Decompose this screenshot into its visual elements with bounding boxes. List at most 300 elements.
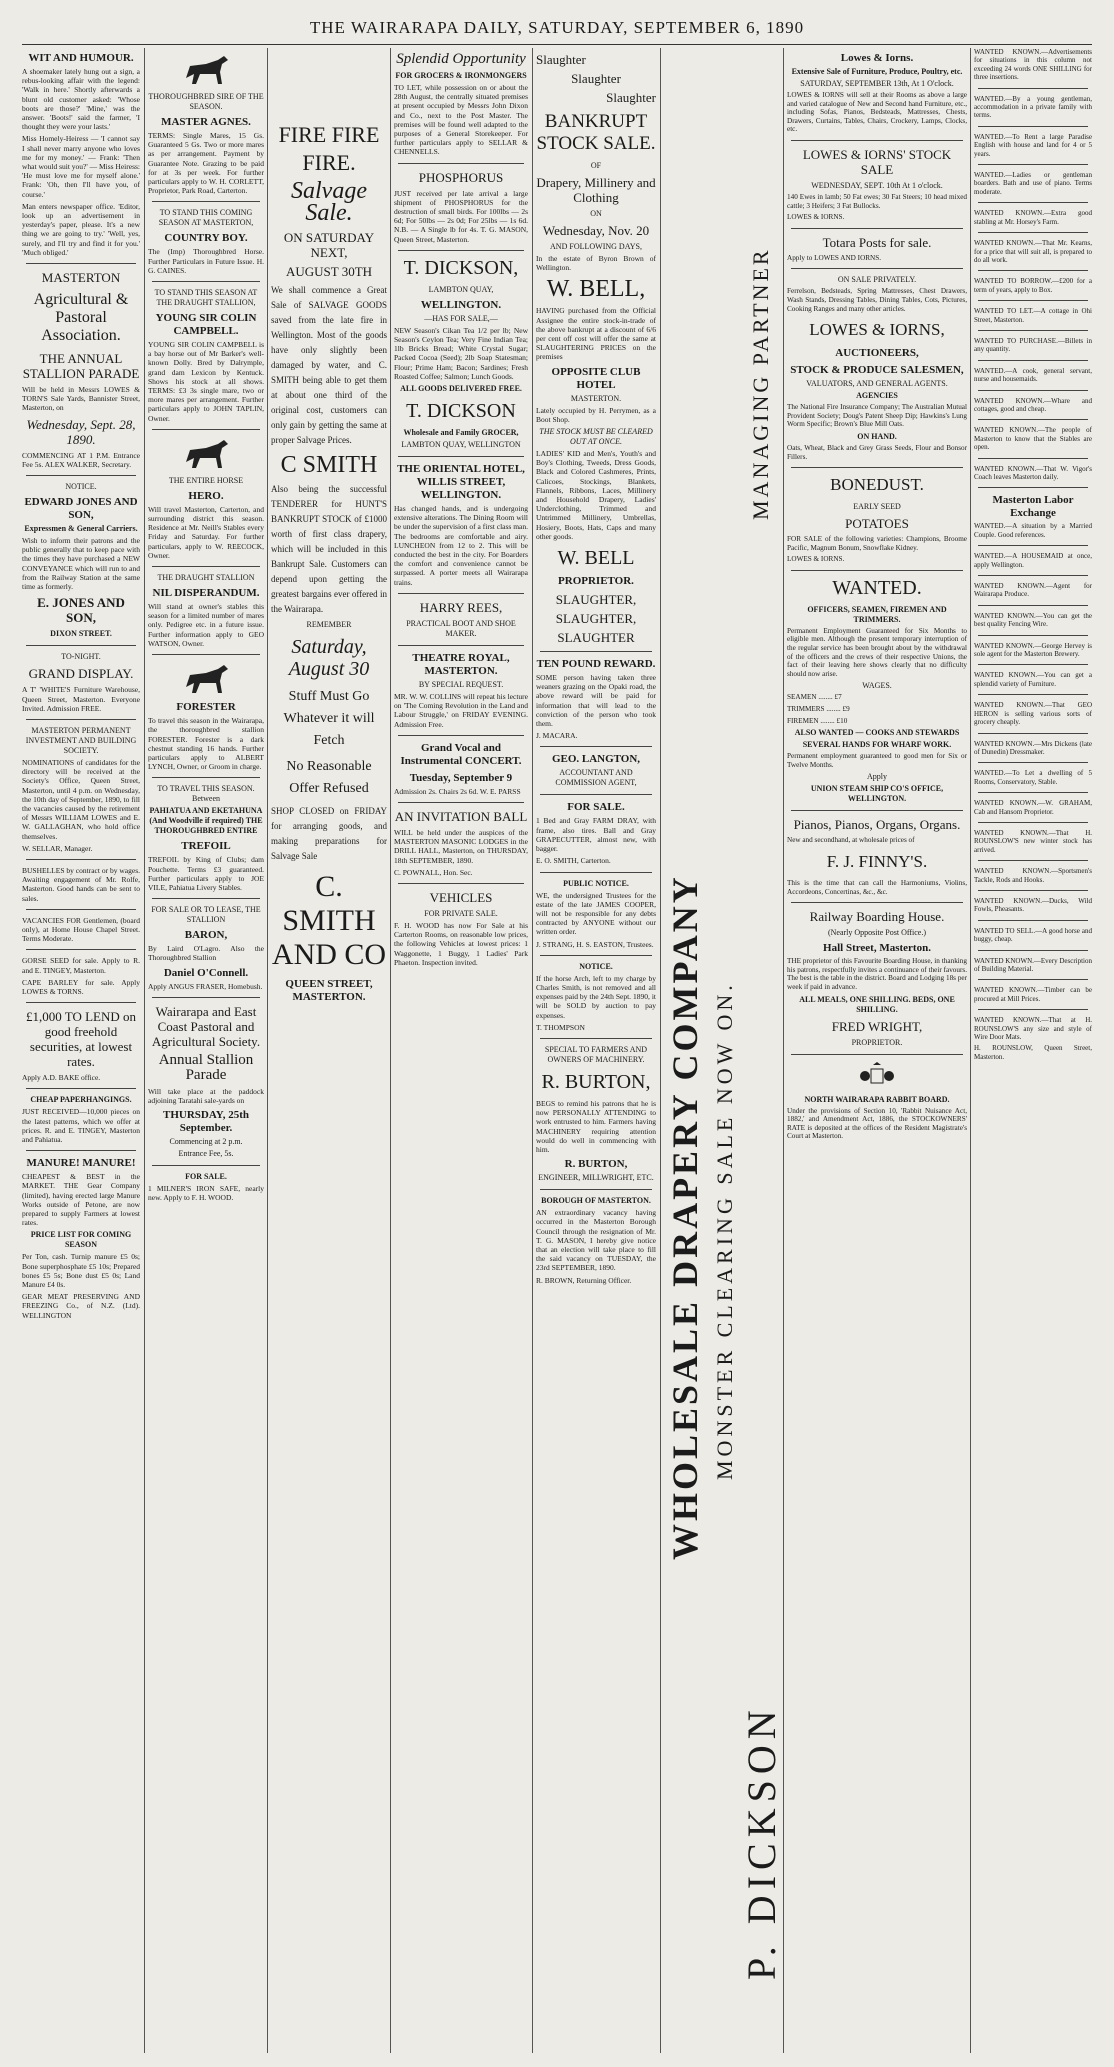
headline: Salvage Sale. (291, 178, 367, 226)
heading: SPECIAL TO FARMERS AND OWNERS OF MACHINERY. (544, 1044, 648, 1064)
heading: MASTER AGNES. (161, 116, 251, 128)
signature: Apply ANGUS FRASER, Homebush. (148, 981, 263, 991)
divider (398, 593, 524, 594)
subheading: PAHIATUA AND EKETAHUNA (And Woodville if required) THE THOROUGHBRED ENTIRE (149, 806, 263, 836)
heading: Grand Vocal and Instrumental CONCERT. (400, 741, 522, 767)
headline: BONEDUST. (830, 475, 924, 495)
column-rule (970, 48, 971, 2053)
paragraph: CHEAPEST & BEST in the MARKET. THE Gear Company (limited), having erected large Manure Works outside of Petone, are now prepared to supply Farmers at lowest rates. (22, 1172, 140, 1228)
divider (26, 949, 136, 950)
date: THURSDAY, 25th September. (163, 1109, 249, 1135)
horse-icon (176, 52, 236, 88)
subheading: BY SPECIAL REQUEST. (418, 679, 504, 689)
signature: C. POWNALL, Hon. Sec. (394, 867, 473, 877)
column-rule (390, 48, 391, 2053)
divider (978, 232, 1088, 233)
address: MASTERTON. (570, 393, 622, 403)
divider (152, 1165, 260, 1166)
heading: TEN POUND REWARD. (536, 658, 656, 671)
paragraph: The National Fire Insurance Company; The Australian Mutual Provident Society; Doug's Patent Sheep Dip; Hawkins's Lung Worm Specific; Brown's Blue Mill Oats. (787, 403, 967, 429)
divider (152, 201, 260, 202)
divider (978, 270, 1088, 271)
paragraph: SOME person having taken three weaners grazing on the Opaki road, the above reward will be paid for information that will lead to the conviction of the person who took them. (536, 673, 656, 729)
divider (978, 202, 1088, 203)
headline: F. J. FINNY'S. (826, 852, 928, 871)
paragraph: Oats, Wheat, Black and Grey Grass Seeds, Flour and Bonsor Fillers. (787, 443, 967, 461)
divider (978, 950, 1088, 951)
subheading: PRACTICAL BOOT AND SHOE MAKER. (406, 618, 516, 638)
divider (791, 467, 963, 468)
heading: Totara Posts for sale. (822, 234, 932, 250)
divider (152, 997, 260, 998)
column-3 (271, 48, 387, 2053)
heading: POTATOES (845, 516, 909, 532)
divider (978, 126, 1088, 127)
paragraph: Lately occupied by H. Perrymen, as a Boot Shop. (536, 405, 656, 424)
heading: MANURE! MANURE! (26, 1157, 136, 1170)
heading: TREFOIL (181, 840, 231, 853)
horse-icon (176, 661, 236, 697)
paragraph: Admission 2s. Chairs 2s 6d. W. E. PARSS (394, 786, 521, 796)
paragraph: TREFOIL by King of Clubs; dam Pouchette. Terms £3 guaranteed. Further particulars apply to JOE VILE, Pahiatua Livery Stables. (148, 855, 264, 892)
heading: HARRY REES, (419, 599, 503, 615)
paragraph: SHOP CLOSED on FRIDAY for arranging goods, and making preparations for Salvage Sale (271, 806, 387, 861)
divider (978, 762, 1088, 763)
heading: YOUNG SIR COLIN CAMPBELL. (155, 312, 257, 338)
divider (791, 1054, 963, 1055)
paragraph: To travel this season in the Wairarapa, the thoroughbred stallion FORESTER. Forester is a dark chestnut standing 16 hands. Further particulars apply to ALBERT LYNCH, Owner, or Groom in charge. (148, 716, 264, 772)
divider (540, 651, 652, 652)
heading: OPPOSITE CLUB HOTEL (551, 365, 641, 391)
wage-row: TRIMMERS ........ £9 (787, 705, 850, 714)
paragraph: Per Ton, cash. Turnip manure £5 0s; Bone superphosphate £5 10s; Prepared bones £5 5s; Bone dust £5 0s; Land Manure £4 0s. (22, 1252, 140, 1290)
headline: FIRE FIRE (278, 122, 380, 147)
divider (978, 694, 1088, 695)
headline: Slaughter (571, 71, 621, 86)
paragraph: NEW Season's Cikan Tea 1/2 per lb; New Season's Ceylon Tea; Very Fine Indian Tea; 1lb Bricks Bread; White Crystal Sugar; Packed Cocoa (Seed); 2lb Soap Statesman; Flour; Prime Ham; Bacon; Sardines; Fresh Roasted Coffee; Salmon; Lunch Goods. (394, 325, 528, 381)
paragraph: HAVING purchased from the Official Assignee the entire stock-in-trade of the above bankrupt at a discount of 6/6 per cent off cost will offer the same at SLAUGHTERING PRICES on the premises (536, 306, 656, 362)
paragraph: Will take place at the paddock adjoining Taratahi sale-yards on (148, 1086, 264, 1105)
heading: HERO. (188, 489, 224, 502)
divider (26, 263, 136, 264)
classified-item: WANTED KNOWN.—That Mr. Kearns, for a price that will suit all, is prepared to do all work. (974, 239, 1092, 264)
paragraph: By Laird O'Lagro. Also the Thoroughbred Stallion (148, 944, 264, 963)
headline: C SMITH (280, 452, 378, 478)
classified-item: WANTED TO BORROW.—£200 for a term of years, apply to Box. (974, 277, 1092, 294)
classified-item: WANTED KNOWN.—That at H. ROUNSLOW'S any size and style of Wire Door Mats. (974, 1016, 1092, 1042)
paragraph: 140 Ewes in lamb; 50 Fat ewes; 30 Fat Steers; 10 head mixed cattle; 3 Heifers; 3 Fat Bullocks. (787, 192, 967, 210)
paragraph: Apply A.D. BAKE office. (22, 1073, 101, 1083)
signature: J. STRANG, H. S. EASTON, Trustees. (536, 939, 654, 949)
heading: TO STAND THIS SEASON AT THE DRAUGHT STALLION, (154, 288, 258, 308)
heading: WAGES. (862, 681, 892, 691)
heading: TO-NIGHT. (61, 652, 101, 662)
divider (791, 228, 963, 229)
paragraph: TERMS: Single Mares, 15 Gs. Guaranteed 5 Gs. Two or more mares as per arrangement. Payment by Guarantee Note. Grazing to be paid for at 3s per week. For further particulars apply to W. H. CORLETT, Proprietor, Park Road, Carterton. (148, 131, 264, 196)
divider (978, 88, 1088, 89)
classified-item: WANTED TO LET.—A cottage in Ohi Street, Masterton. (974, 307, 1092, 324)
signature: T. THOMPSON (536, 1022, 585, 1032)
subheading: ACCOUNTANT AND COMMISSION AGENT, (555, 768, 637, 788)
paragraph: JUST received per late arrival a large shipment of PHOSPHORUS for the destruction of small birds. For 100lbs — 2s 6d; For 50lbs — 2s 0d; For 25lbs — 1s 6d. N.B. — A Single lb for 4s. T. G. MASON, Queen Street, Masterton. (394, 188, 528, 244)
paragraph: A T' 'WHITE'S Furniture Warehouse, Queen Street, Masterton. Everyone Invited. Admission FREE. (22, 685, 140, 713)
heading: FOR SALE. (185, 1172, 227, 1182)
heading: SEVERAL HANDS FOR WHARF WORK. (802, 740, 952, 750)
paragraph: Miss Homely-Heiress — 'I cannot say I shall never marry anyone who loves me for my money.' — Frank: 'Then what would suit you?' — Miss Heiress: 'He must love me for myself alone.' Frank: 'Oh, then I'll have you, of course.' (22, 134, 140, 199)
heading: ALL GOODS DELIVERED FREE. (400, 384, 522, 394)
divider (152, 429, 260, 430)
subheading: FOR GROCERS & IRONMONGERS (395, 71, 527, 80)
subheading: OFFICERS, SEAMEN, FIREMEN AND TRIMMERS. (807, 604, 947, 624)
divider (26, 909, 136, 910)
heading: Masterton Labor Exchange (992, 494, 1074, 520)
signature: Apply to LOWES AND IORNS. (787, 253, 882, 262)
classified-item: WANTED TO SELL.—A good horse and buggy, cheap. (974, 926, 1092, 944)
paragraph: TO LET, while possession on or about the 28th August, the centrally situated premises at present occupied by Messrs John Dixon and Co., next to the Post Master. The premises will be found well adapted to the purposes of a General Storekeeper. For further particulars apply to SELLAR & CHENNELLS. (394, 83, 528, 157)
rates: ALL MEALS, ONE SHILLING. BEDS, ONE SHILLING. (799, 994, 955, 1014)
divider (978, 890, 1088, 891)
paragraph: LADIES' KID and Men's, Youth's and Boy's Clothing, Tweeds, Dress Goods, Black and Colored Cashmeres, Prints, Calicoes, Stockings, Blankets, Flannels, Ribbons, Laces, Millinery and Household Drapery, Ladies' Underclothing, Trimmed and Untrimmed Millinery, Umbrellas, Hosiery, Boots, Hats, Caps and many other goods. (536, 449, 656, 541)
heading: —HAS FOR SALE,— (424, 313, 498, 323)
headline: T. DICKSON, (403, 256, 519, 279)
date: SATURDAY, SEPTEMBER 13th, At 1 O'clock. (800, 79, 954, 88)
paragraph: AN extraordinary vacancy having occurred in the Masterton Borough Council through the resignation of Mr. T. G. MASON, I hereby give notice that an election will take place to fill the said vacancy on TUESDAY, the 23rd SEPTEMBER, 1890. (536, 1208, 656, 1273)
signature: LOWES & IORNS. (787, 213, 845, 222)
heading: Agricultural & Pastoral Association. (33, 291, 129, 345)
heading: ON SALE PRIVATELY. (837, 275, 917, 285)
masthead-rule (22, 44, 1092, 45)
classified-item: WANTED KNOWN.—Advertisements for situations in this column not exceeding 24 words ONE SHILLING for three insertions. (974, 48, 1092, 82)
paragraph: Man enters newspaper office. 'Editor, look up an advertisement in yesterday's paper, please. It's a new thing we are going to try.' 'Well, yes, surely, and I'll try and find it for you.' 'Much obliged.' (22, 201, 140, 257)
text: AND FOLLOWING DAYS, (550, 242, 642, 251)
signature: J. MACARA. (536, 731, 578, 741)
divider (978, 920, 1088, 921)
heading: MASTERTON (41, 270, 121, 286)
address: UNION STEAM SHIP CO'S OFFICE, WELLINGTON. (810, 784, 944, 804)
heading: NIL DISPERANDUM. (152, 587, 260, 600)
heading: Annual Stallion Parade (158, 1051, 254, 1083)
classified-item: WANTED KNOWN.—Every Description of Building Material. (974, 956, 1092, 973)
paragraph: 1 MILNER'S IRON SAFE, nearly new. Apply to F. H. WOOD. (148, 1184, 264, 1203)
divider (540, 955, 652, 956)
paragraph: BUSHELLES by contract or by wages. Awaiting engagement of Mr. Rolfe, Masterton. Good hands can be sent to sales. (22, 865, 140, 903)
paragraph: Will travel Masterton, Carterton, and surrounding district this season. Residence at Mr. Neill's Stables every Friday and Saturday. For further particulars, apply to W. REECOCK, Owner. (148, 504, 264, 560)
column-4 (394, 48, 528, 2053)
fee: Entrance Fee, 5s. (178, 1149, 234, 1159)
divider (978, 1009, 1088, 1010)
subheading: Extensive Sale of Furniture, Produce, Poultry, etc. (791, 67, 963, 76)
heading: COUNTRY BOY. (164, 232, 248, 245)
heading: PUBLIC NOTICE. (563, 878, 629, 888)
divider (978, 979, 1088, 980)
column-6 (787, 48, 967, 2053)
heading: NOTICE. (579, 961, 613, 971)
divider (152, 566, 260, 567)
signature: R. BROWN, Returning Officer. (536, 1275, 632, 1285)
classified-item: WANTED KNOWN.—George Hervey is sole agent for the Masterton Brewery. (974, 641, 1092, 659)
heading: GEO. LANGTON, (551, 753, 641, 766)
heading: ON SATURDAY NEXT, (283, 230, 375, 260)
classified-item: WANTED.—A HOUSEMAID at once, apply Wellington. (974, 552, 1092, 569)
classified-item: WANTED KNOWN.—Mrs Dickens (late of Dunedin) Dressmaker. (974, 739, 1092, 756)
divider (978, 419, 1088, 420)
address: LAMBTON QUAY, (428, 284, 494, 294)
paragraph: This is the time that can call the Harmoniums, Violins, Accordeons, Concertinas, &c., &c. (787, 879, 967, 896)
subheading: VALUATORS, AND GENERAL AGENTS. (806, 379, 948, 389)
divider (540, 872, 652, 873)
wage-row: FIREMEN ........ £10 (787, 716, 848, 725)
date: AUGUST 30TH (285, 264, 373, 279)
heading: FOR SALE. (567, 801, 625, 814)
address: LAMBTON QUAY, WELLINGTON (401, 440, 521, 450)
classified-item: WANTED.—A cook, general servant, nurse and housemaids. (974, 366, 1092, 384)
signature: W. SELLAR, Manager. (22, 843, 93, 853)
signature: LOWES & IORNS. (787, 555, 845, 564)
divider (398, 735, 524, 736)
address: WELLINGTON. (420, 298, 502, 311)
paragraph: VACANCIES FOR Gentlemen, (board only), at Home House Chapel Street. Terms Moderate. (22, 915, 140, 944)
heading: THE ENTIRE HORSE (168, 475, 244, 485)
divider (978, 330, 1088, 331)
heading: NOTICE. (65, 482, 97, 492)
heading: THE ANNUAL STALLION PARADE (22, 351, 140, 382)
divider (978, 860, 1088, 861)
classified-item: WANTED KNOWN.—Timber can be procured at Mill Prices. (974, 986, 1092, 1003)
heading: Railway Boarding House. (809, 909, 945, 925)
divider (978, 605, 1088, 606)
address: QUEEN STREET, MASTERTON. (285, 978, 373, 1003)
heading: Daniel O'Connell. (163, 966, 249, 979)
heading: £1,000 TO LEND on good freehold securities, at lowest rates. (25, 1009, 137, 1070)
heading: AGENCIES (856, 391, 898, 401)
vertical-title: MANAGING PARTNER (748, 247, 773, 520)
headline: SLAUGHTER (557, 630, 635, 646)
classified-item: WANTED KNOWN.—Extra good stabling at Mr. Horsey's Farm. (974, 209, 1092, 226)
date: Tuesday, September 9 (409, 771, 513, 784)
paragraph: We shall commence a Great Sale of SALVAGE GOODS saved from the late fire in Wellington. Most of the goods have only slightly been damaged by water, and C. SMITH being able to get them at about one third of the original cost, customers can only gain by getting the same at proper Salvage Prices. (271, 285, 387, 445)
classified-item: WANTED.—To Let a dwelling of 5 Rooms, Conservatory, Stable. (974, 769, 1092, 786)
signature: E. O. SMITH, Carterton. (536, 856, 611, 866)
paragraph: Permanent Employment Guaranteed for Six Months to eligible men. Although the present temporary interruption of the regular service has been brought about by the withdrawal of the officers and the crews of their respective Unions, the fact of their leaving here shows clearly that no difficulty should now arise. (787, 626, 967, 678)
divider (26, 645, 136, 646)
heading: LOWES & IORNS' STOCK SALE (802, 146, 952, 177)
heading: PRICE LIST FOR COMING SEASON (30, 1230, 132, 1250)
heading: THE DRAUGHT STALLION (157, 573, 255, 583)
heading: GRAND DISPLAY. (28, 666, 134, 682)
headline: W. BELL, (546, 276, 646, 303)
time: Commencing at 2 p.m. (169, 1137, 243, 1147)
subheading: PROPRIETOR. (851, 1037, 903, 1047)
paragraph: Wish to inform their patrons and the public generally that to keep pace with the times they have purchased a NEW CONVEYANCE which will run to and from the Railway Station at the same time as formerly. (22, 536, 140, 592)
heading: Lowes & Iorns. (840, 52, 914, 64)
heading: Stuff Must Go Whatever it will Fetch (283, 689, 375, 748)
headline: Slaughter (606, 90, 656, 105)
column-1 (22, 48, 140, 2053)
heading: No Reasonable Offer Refused (286, 759, 372, 796)
headline: SLAUGHTER, (555, 611, 637, 627)
paragraph: Also being the successful TENDERER for HUNT'S BANKRUPT STOCK of £1000 worth of first class drapery, which will be included in this Bankrupt Sale. Customers can depend upon getting the greatest bargains ever offered in the Wairarapa. (271, 484, 387, 614)
divider (791, 570, 963, 571)
heading: FOR SALE OR TO LEASE, THE STALLION (151, 905, 261, 925)
classified-item: WANTED KNOWN.—Sportsmen's Tackle, Rods and Hooks. (974, 867, 1092, 884)
heading: NORTH WAIRARAPA RABBIT BOARD. (804, 1094, 950, 1104)
classified-item: WANTED KNOWN.—Whare and cottages, good and cheap. (974, 396, 1092, 413)
heading: Pianos, Pianos, Organs, Organs. (793, 817, 961, 833)
paragraph: JUST RECEIVED—10,000 pieces on the latest patterns, which we offer at prices. R. and E. TINGEY, Masterton and Pahiatua. (22, 1107, 140, 1144)
divider (978, 664, 1088, 665)
date: Saturday, August 30 (288, 636, 370, 680)
classified-item: WANTED KNOWN.—Ducks, Wild Fowls, Pheasants. (974, 896, 1092, 914)
divider (978, 792, 1088, 793)
classified-item: WANTED KNOWN.—W. GRAHAM, Cab and Hansom Proprietor. (974, 799, 1092, 816)
paragraph: MR. W. W. COLLINS will repeat his lecture on 'The Coming Revolution in the Land and Labour Struggle,' on FRIDAY EVENING. Admission Free. (394, 691, 528, 729)
divider (398, 250, 524, 251)
paragraph: BEGS to remind his patrons that he is now PERSONALLY ATTENDING to work entrusted to him. Farmers having MACHINERY requiring attention would do well in commencing with him. (536, 1098, 656, 1154)
divider (978, 822, 1088, 823)
paragraph: WE, the undersigned Trustees for the estate of the late JAMES COOPER, will not be responsible for any debts contracted by ANYONE without our written order. (536, 890, 656, 937)
heading: THEATRE ROYAL, MASTERTON. (412, 651, 510, 677)
classified-item: WANTED KNOWN.—The people of Masterton to know that the Stables are open. (974, 426, 1092, 452)
headline: Slaughter (536, 52, 586, 67)
paragraph: New and secondhand, at wholesale prices of (787, 836, 915, 845)
divider (791, 268, 963, 269)
heading: THOROUGHBRED SIRE OF THE SEASON. (148, 92, 264, 111)
divider (398, 456, 524, 457)
subheading: ENGINEER, MILLWRIGHT, ETC. (538, 1173, 654, 1183)
column-8 (974, 48, 1092, 2053)
paragraph: If the horse Arch, left to my charge by Charles Smith, is not removed and all expenses paid by the 24th Sept. 1890, it will be SOLD by auction to pay expenses. (536, 973, 656, 1020)
divider (26, 1088, 136, 1089)
divider (398, 883, 524, 884)
divider (978, 390, 1088, 391)
headline: WANTED. (832, 576, 922, 599)
divider (978, 635, 1088, 636)
divider (978, 733, 1088, 734)
paragraph: CAPE BARLEY for sale. Apply LOWES & TORNS. (22, 977, 140, 996)
wage-row: SEAMEN ........ £7 (787, 693, 842, 702)
divider (152, 898, 260, 899)
subheading: Wholesale and Family GROCER, (403, 428, 519, 438)
classified-item: WANTED KNOWN.—You can get a splendid variety of Furniture. (974, 671, 1092, 688)
paragraph: NOMINATIONS of candidates for the directory will be received at the Society's Office, Queen Street, Masterton, until 4 p.m. on Wednesday, the 10th day of September, 1890, to fill the vacancies caused by the retirement of Messrs WILLIAM LOWES and E. W. GALLAGHAN, who hold office themselves. (22, 757, 140, 841)
coat-of-arms-icon (857, 1061, 897, 1091)
paragraph: GORSE SEED for sale. Apply to R. and E. TINGEY, Masterton. (22, 956, 140, 975)
column-rule (660, 48, 661, 2053)
classified-item: WANTED.—A situation by a Married Couple. Good references. (974, 522, 1092, 539)
divider (152, 777, 260, 778)
divider (978, 545, 1088, 546)
divider (791, 810, 963, 811)
paragraph: Ferrelson, Bedsteads, Spring Mattresses, Chest Drawers, Wash Stands, Dressing Tables, Dining Tables, Cots, Pictures, Cooking Ranges and many other articles. (787, 287, 967, 313)
divider (978, 575, 1088, 576)
heading: STOCK & PRODUCE SALESMEN, (790, 364, 964, 377)
heading: AUCTIONEERS, (835, 347, 919, 360)
column-2 (148, 48, 264, 2053)
vertical-name: P. DICKSON (739, 1704, 784, 1980)
column-5 (536, 48, 656, 2053)
paragraph: Will be held in Messrs LOWES & TORN'S Sale Yards, Bannister Street, Masterton, on (22, 385, 140, 413)
subheading: EARLY SEED (853, 502, 901, 512)
divider (26, 475, 136, 476)
text: Apply (867, 772, 887, 782)
classified-item: WANTED KNOWN.—That H. ROUNSLOW'S new winter stock has arrived. (974, 828, 1092, 854)
vertical-subheadline: MONSTER CLEARING SALE NOW ON. (712, 981, 737, 1480)
divider (540, 746, 652, 747)
heading: Drapery, Millinery and Clothing (536, 175, 656, 205)
heading: FRED WRIGHT, (831, 1018, 923, 1034)
headline: BANKRUPT STOCK SALE. (536, 111, 656, 154)
divider (791, 140, 963, 141)
headline: C. SMITH AND CO (271, 870, 387, 971)
paragraph: Permanent employment guaranteed to good men for Six or Twelve Months. (787, 752, 967, 769)
notice: THE STOCK MUST BE CLEARED OUT AT ONCE. (539, 427, 653, 447)
paragraph: A shoemaker lately hung out a sign, a rebus-looking affair with the legend: 'Walk in here.' Shortly afterwards a blunt old customer asked: 'Whose boots are those?' 'Mine,' was the answer. 'Boots!' said the farmer, 'I thought they were your lasts.' (22, 67, 140, 132)
paragraph: In the estate of Byron Brown of Wellington. (536, 254, 656, 273)
heading: Wairarapa and East Coast Pastoral and Agricultural Society. (151, 1003, 261, 1049)
divider (26, 859, 136, 860)
paragraph: COMMENCING AT 1 P.M. Entrance Fee 5s. ALEX WALKER, Secretary. (22, 450, 140, 469)
masthead (0, 18, 1114, 44)
divider (978, 164, 1088, 165)
heading: TO TRAVEL THIS SEASON. Between (157, 784, 255, 804)
classified-item: WANTED KNOWN.—You can get the best quality Fencing Wire. (974, 611, 1092, 629)
divider (540, 1038, 652, 1039)
text: ON (590, 209, 602, 218)
heading: BARON, (184, 929, 228, 942)
heading: WIT AND HUMOUR. (28, 52, 134, 64)
heading: R. BURTON, (564, 1158, 628, 1171)
divider (978, 487, 1088, 488)
date: Wednesday, Nov. 20 (542, 223, 650, 238)
column-rule (267, 48, 268, 2053)
classified-item: WANTED KNOWN.—Agent for Wairarapa Produce. (974, 582, 1092, 599)
paragraph: Under the provisions of Section 10, 'Rabbit Nuisance Act, 1882,' and Amendment Act, 1886, the STOCKOWNERS' RATE is deposited at the offices of the Resident Magistrate's Court at Masterton. (787, 1106, 967, 1141)
heading: MASTERTON PERMANENT INVESTMENT AND BUILDING SOCIETY. (25, 725, 137, 755)
heading: REMEMBER (306, 620, 352, 629)
date: Wednesday, Sept. 28, 1890. (26, 416, 136, 447)
divider (540, 794, 652, 795)
divider (26, 719, 136, 720)
paragraph: LOWES & IORNS will sell at their Rooms as above a large and varied catalogue of New and Second hand Furniture, etc., including Sofas, Pianos, Bedsteads, Mattresses, Chests, Drawers, Curtains, Tables, Chairs, Crockery, Lamps, Clocks, etc. (787, 91, 967, 134)
classified-item: WANTED TO PURCHASE.—Billets in any quantity. (974, 336, 1092, 354)
signature: GEAR MEAT PRESERVING AND FREEZING Co., of N.Z. (Ltd). WELLINGTON (22, 1292, 140, 1320)
divider (978, 360, 1088, 361)
heading: ON HAND. (857, 431, 897, 441)
divider (398, 645, 524, 646)
headline: SLAUGHTER, (555, 592, 637, 608)
heading: THE ORIENTAL HOTEL, WILLIS STREET, WELLINGTON. (397, 463, 525, 502)
address: Hall Street, Masterton. (823, 942, 931, 955)
subheading: FOR PRIVATE SALE. (424, 908, 498, 918)
paragraph: FOR SALE of the following varieties: Champions, Broome Pacific, Magnum Bonum, Snowflake Kidney. (787, 535, 967, 552)
date: WEDNESDAY, SEPT. 10th At 1 o'clock. (811, 180, 943, 190)
paragraph: Will stand at owner's stables this season for a limited number of mares only. Pedigree etc. in a future issue. Further information apply to GEO WATSON, Owner. (148, 602, 264, 648)
paragraph: The (Imp) Thoroughbred Horse. Further Particulars in Future Issue. H. G. CAINES. (148, 247, 264, 275)
classified-item: WANTED.—By a young gentleman, accommodation in a private family with terms. (974, 94, 1092, 120)
paragraph: WILL be held under the auspices of the MASTERTON MASONIC LODGES in the DRILL HALL, Masterton, on THURSDAY, 18th SEPTEMBER, 1890. (394, 827, 528, 865)
divider (978, 458, 1088, 459)
divider (398, 802, 524, 803)
heading: PHOSPHORUS (418, 169, 504, 185)
divider (26, 1002, 136, 1003)
divider (152, 281, 260, 282)
heading: EDWARD JONES AND SON, (24, 496, 138, 522)
paragraph: Has changed hands, and is undergoing extensive alterations. The Dining Room will be under the supervision of a first class man. The bedrooms are comfortable and airy. LUNCHEON from 12 to 2. This will be conducted the best in the city. For Boarders the comfort and convenience cannot be surpassed. A porter meets all Wairarapa trains. (394, 504, 528, 587)
classified-item: WANTED.—Ladies or gentleman boarders. Bath and use of piano. Terms moderate. (974, 171, 1092, 196)
classified-item: WANTED KNOWN.—That GEO HERON is selling various sorts of grocery cheaply. (974, 701, 1092, 727)
divider (26, 1150, 136, 1151)
heading: CHEAP PAPERHANGINGS. (30, 1095, 132, 1105)
